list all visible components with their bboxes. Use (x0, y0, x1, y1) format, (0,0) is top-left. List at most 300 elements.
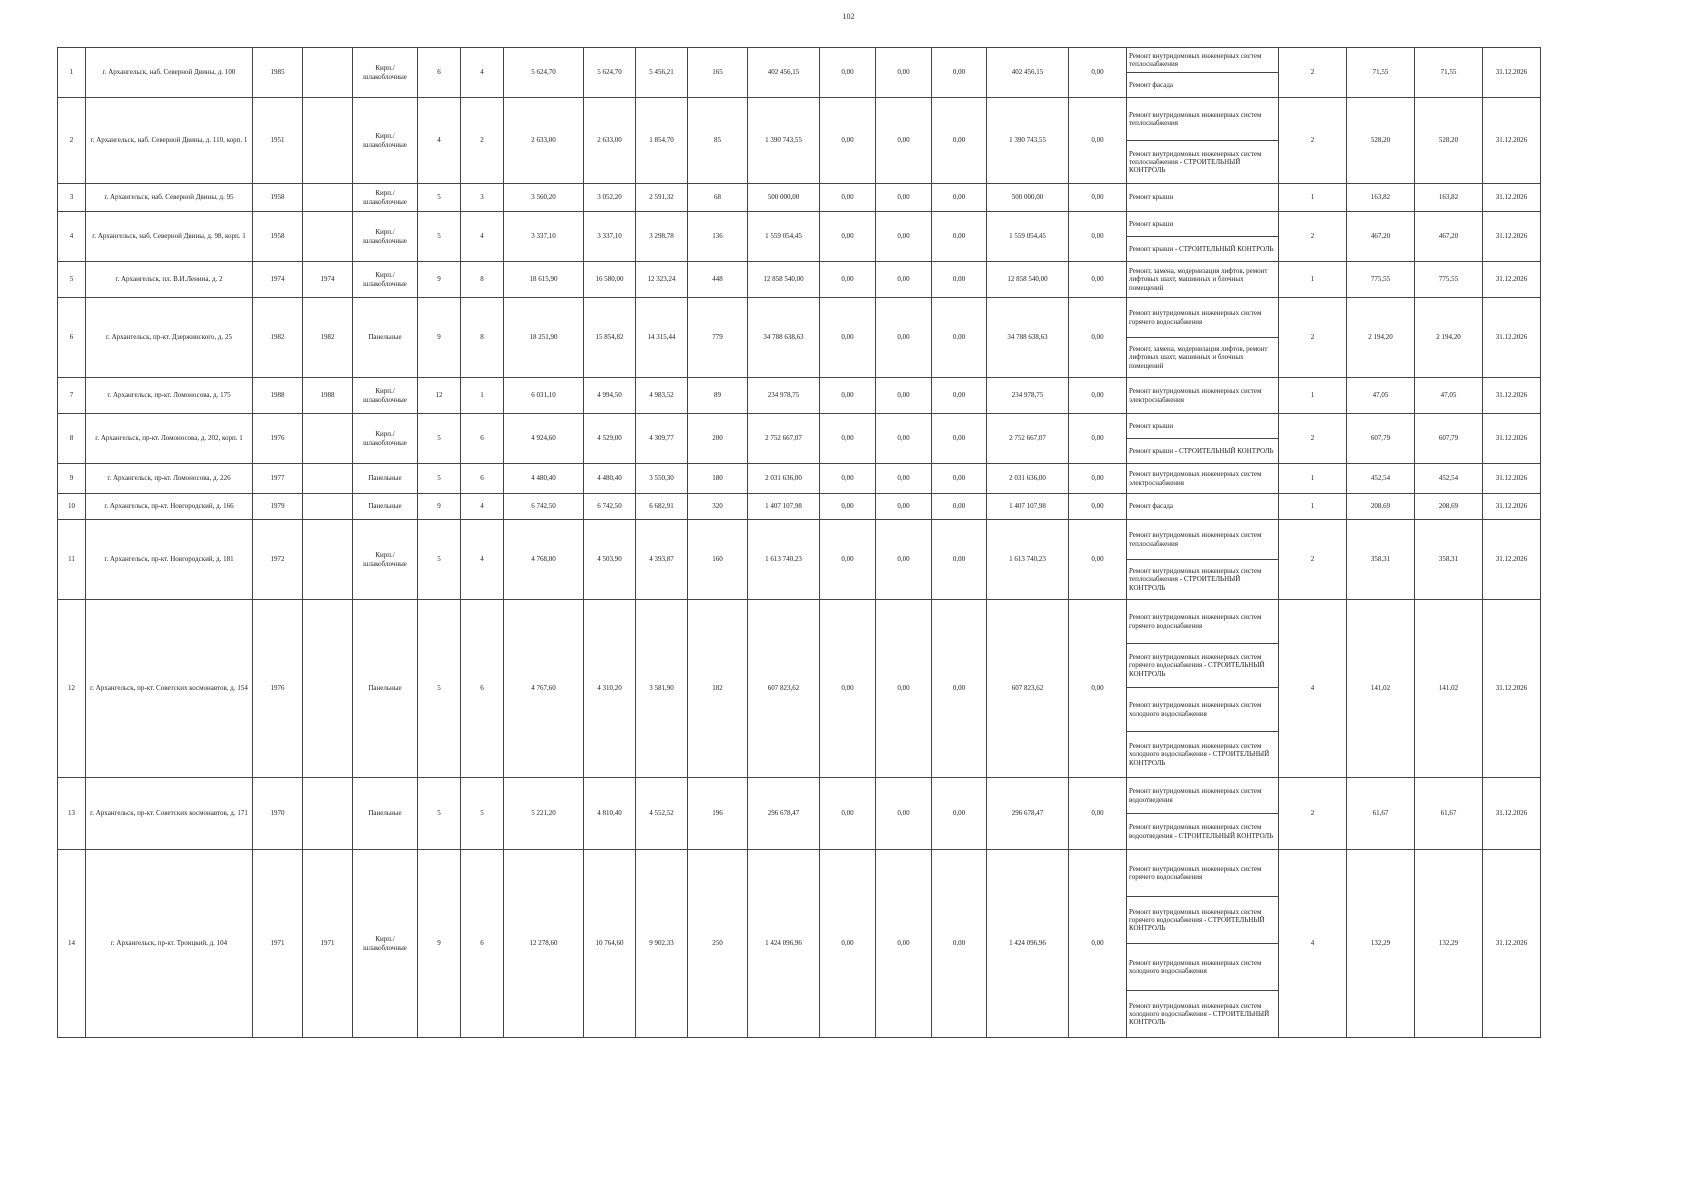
residential-area-cell: 3 550,30 (636, 464, 688, 494)
total-cost-cell: 2 031 636,00 (748, 464, 820, 494)
owners-funds-cell: 234 978,75 (987, 378, 1069, 414)
work-type-cell: Ремонт внутридомовых инженерных систем холодного водоснабжения (1127, 688, 1279, 732)
residents-cell: 85 (688, 98, 748, 184)
work-type-cell: Ремонт внутридомовых инженерных систем водоотведения (1127, 778, 1279, 814)
works-count-cell: 2 (1279, 778, 1347, 850)
budget-cell: 0,00 (876, 600, 932, 778)
residents-cell: 250 (688, 850, 748, 1038)
entrances-cell: 8 (461, 262, 504, 298)
deadline-cell: 31.12.2026 (1483, 600, 1541, 778)
year-reconstruction-cell (303, 520, 353, 600)
residents-cell: 448 (688, 262, 748, 298)
unit-cost-limit-cell: 2 194,20 (1415, 298, 1483, 378)
wall-material-cell: Кирп./ шлакоблочные (353, 212, 418, 262)
total-area-cell: 6 031,10 (504, 378, 584, 414)
residential-area-cell: 1 854,70 (636, 98, 688, 184)
row-number: 11 (58, 520, 86, 600)
year-reconstruction-cell (303, 98, 353, 184)
total-area-cell: 6 742,50 (504, 494, 584, 520)
wall-material-cell: Кирп./ шлакоблочные (353, 850, 418, 1038)
deadline-cell: 31.12.2026 (1483, 850, 1541, 1038)
work-type-cell: Ремонт внутридомовых инженерных систем теплоснабжения (1127, 520, 1279, 560)
work-type-cell: Ремонт внутридомовых инженерных систем холодного водоснабжения - СТРОИТЕЛЬНЫЙ КОНТРОЛЬ (1127, 732, 1279, 778)
work-type-cell: Ремонт внутридомовых инженерных систем горячего водоснабжения - СТРОИТЕЛЬНЫЙ КОНТРОЛЬ (1127, 644, 1279, 688)
floors-cell: 4 (418, 98, 461, 184)
entrances-cell: 2 (461, 98, 504, 184)
wall-material-cell: Кирп./ шлакоблочные (353, 520, 418, 600)
floors-cell: 9 (418, 298, 461, 378)
year-built-cell: 1985 (253, 48, 303, 98)
total-cost-cell: 1 390 743,55 (748, 98, 820, 184)
residential-area-cell: 4 309,77 (636, 414, 688, 464)
residents-cell: 200 (688, 414, 748, 464)
residential-area-cell: 14 315,44 (636, 298, 688, 378)
residential-area-cell: 3 298,78 (636, 212, 688, 262)
deadline-cell: 31.12.2026 (1483, 378, 1541, 414)
local-budget-cell: 0,00 (932, 212, 987, 262)
row-number: 8 (58, 414, 86, 464)
row-number: 13 (58, 778, 86, 850)
local-budget-cell: 0,00 (932, 520, 987, 600)
residents-cell: 68 (688, 184, 748, 212)
work-type-cell: Ремонт внутридомовых инженерных систем водоотведения - СТРОИТЕЛЬНЫЙ КОНТРОЛЬ (1127, 814, 1279, 850)
owners-funds-cell: 2 031 636,00 (987, 464, 1069, 494)
row-number: 6 (58, 298, 86, 378)
fund-cell: 0,00 (820, 98, 876, 184)
total-cost-cell: 402 456,15 (748, 48, 820, 98)
total-area-cell: 5 624,70 (504, 48, 584, 98)
unit-cost-cell: 607,79 (1347, 414, 1415, 464)
row-number: 2 (58, 98, 86, 184)
fund-cell: 0,00 (820, 520, 876, 600)
floors-cell: 6 (418, 48, 461, 98)
row-number: 14 (58, 850, 86, 1038)
work-type-cell: Ремонт, замена, модернизация лифтов, ремонт лифтовых шахт, машинных и блочных помещений (1127, 338, 1279, 378)
year-built-cell: 1976 (253, 600, 303, 778)
address-cell: г. Архангельск, пр-кт. Советских космонавтов, д. 171 (86, 778, 253, 850)
table-row (58, 378, 1541, 414)
living-area-cell: 10 764,60 (584, 850, 636, 1038)
residents-cell: 89 (688, 378, 748, 414)
entrances-cell: 3 (461, 184, 504, 212)
deadline-cell: 31.12.2026 (1483, 464, 1541, 494)
living-area-cell: 4 994,50 (584, 378, 636, 414)
local-budget-cell: 0,00 (932, 494, 987, 520)
local-budget-cell: 0,00 (932, 464, 987, 494)
other-funds-cell: 0,00 (1069, 48, 1127, 98)
wall-material-cell: Панельные (353, 298, 418, 378)
other-funds-cell: 0,00 (1069, 298, 1127, 378)
works-count-cell: 2 (1279, 520, 1347, 600)
works-count-cell: 4 (1279, 850, 1347, 1038)
total-cost-cell: 34 788 638,63 (748, 298, 820, 378)
year-built-cell: 1982 (253, 298, 303, 378)
other-funds-cell: 0,00 (1069, 520, 1127, 600)
work-type-cell: Ремонт крыши (1127, 414, 1279, 439)
residential-area-cell: 4 393,87 (636, 520, 688, 600)
wall-material-cell: Панельные (353, 600, 418, 778)
total-cost-cell: 1 559 054,45 (748, 212, 820, 262)
deadline-cell: 31.12.2026 (1483, 298, 1541, 378)
address-cell: г. Архангельск, пр-кт. Дзержинского, д. 25 (86, 298, 253, 378)
fund-cell: 0,00 (820, 778, 876, 850)
residential-area-cell: 4 983,52 (636, 378, 688, 414)
living-area-cell: 4 310,20 (584, 600, 636, 778)
address-cell: г. Архангельск, пр-кт. Ломоносова, д. 175 (86, 378, 253, 414)
total-cost-cell: 500 000,00 (748, 184, 820, 212)
work-type-cell: Ремонт внутридомовых инженерных систем теплоснабжения (1127, 48, 1279, 73)
year-built-cell: 1972 (253, 520, 303, 600)
works-count-cell: 1 (1279, 378, 1347, 414)
capital-repair-table (57, 47, 1541, 1038)
other-funds-cell: 0,00 (1069, 212, 1127, 262)
works-count-cell: 4 (1279, 600, 1347, 778)
year-built-cell: 1976 (253, 414, 303, 464)
deadline-cell: 31.12.2026 (1483, 414, 1541, 464)
owners-funds-cell: 1 424 096,96 (987, 850, 1069, 1038)
page-number: 102 (842, 12, 855, 21)
residential-area-cell: 3 581,90 (636, 600, 688, 778)
deadline-cell: 31.12.2026 (1483, 262, 1541, 298)
unit-cost-limit-cell: 71,55 (1415, 48, 1483, 98)
table-row (58, 212, 1541, 237)
entrances-cell: 6 (461, 464, 504, 494)
owners-funds-cell: 500 000,00 (987, 184, 1069, 212)
year-reconstruction-cell (303, 494, 353, 520)
table-row (58, 414, 1541, 439)
row-number: 9 (58, 464, 86, 494)
year-reconstruction-cell (303, 600, 353, 778)
total-area-cell: 18 615,90 (504, 262, 584, 298)
floors-cell: 12 (418, 378, 461, 414)
entrances-cell: 6 (461, 600, 504, 778)
local-budget-cell: 0,00 (932, 98, 987, 184)
table-row (58, 184, 1541, 212)
other-funds-cell: 0,00 (1069, 414, 1127, 464)
budget-cell: 0,00 (876, 414, 932, 464)
unit-cost-cell: 141,02 (1347, 600, 1415, 778)
wall-material-cell: Кирп./ шлакоблочные (353, 98, 418, 184)
entrances-cell: 4 (461, 48, 504, 98)
unit-cost-cell: 71,55 (1347, 48, 1415, 98)
unit-cost-limit-cell: 61,67 (1415, 778, 1483, 850)
deadline-cell: 31.12.2026 (1483, 48, 1541, 98)
budget-cell: 0,00 (876, 464, 932, 494)
work-type-cell: Ремонт крыши - СТРОИТЕЛЬНЫЙ КОНТРОЛЬ (1127, 237, 1279, 262)
row-number: 3 (58, 184, 86, 212)
address-cell: г. Архангельск, наб. Северной Двины, д. 98, корп. 1 (86, 212, 253, 262)
floors-cell: 5 (418, 600, 461, 778)
fund-cell: 0,00 (820, 298, 876, 378)
floors-cell: 5 (418, 414, 461, 464)
other-funds-cell: 0,00 (1069, 98, 1127, 184)
total-cost-cell: 1 424 096,96 (748, 850, 820, 1038)
total-cost-cell: 607 823,62 (748, 600, 820, 778)
other-funds-cell: 0,00 (1069, 262, 1127, 298)
unit-cost-limit-cell: 47,05 (1415, 378, 1483, 414)
table-row (58, 298, 1541, 338)
residential-area-cell: 4 552,52 (636, 778, 688, 850)
living-area-cell: 4 810,40 (584, 778, 636, 850)
total-cost-cell: 2 752 667,07 (748, 414, 820, 464)
row-number: 7 (58, 378, 86, 414)
total-cost-cell: 1 613 740,23 (748, 520, 820, 600)
unit-cost-cell: 47,05 (1347, 378, 1415, 414)
address-cell: г. Архангельск, пр-кт. Новгородский, д. 181 (86, 520, 253, 600)
floors-cell: 5 (418, 464, 461, 494)
fund-cell: 0,00 (820, 464, 876, 494)
row-number: 12 (58, 600, 86, 778)
table-row (58, 778, 1541, 814)
work-type-cell: Ремонт внутридомовых инженерных систем теплоснабжения - СТРОИТЕЛЬНЫЙ КОНТРОЛЬ (1127, 141, 1279, 184)
owners-funds-cell: 1 613 740,23 (987, 520, 1069, 600)
total-area-cell: 3 337,10 (504, 212, 584, 262)
deadline-cell: 31.12.2026 (1483, 98, 1541, 184)
fund-cell: 0,00 (820, 850, 876, 1038)
residential-area-cell: 2 591,32 (636, 184, 688, 212)
fund-cell: 0,00 (820, 378, 876, 414)
budget-cell: 0,00 (876, 778, 932, 850)
other-funds-cell: 0,00 (1069, 378, 1127, 414)
total-cost-cell: 234 978,75 (748, 378, 820, 414)
other-funds-cell: 0,00 (1069, 184, 1127, 212)
residents-cell: 160 (688, 520, 748, 600)
local-budget-cell: 0,00 (932, 378, 987, 414)
unit-cost-limit-cell: 607,79 (1415, 414, 1483, 464)
entrances-cell: 8 (461, 298, 504, 378)
year-reconstruction-cell: 1974 (303, 262, 353, 298)
owners-funds-cell: 1 559 054,45 (987, 212, 1069, 262)
wall-material-cell: Панельные (353, 778, 418, 850)
owners-funds-cell: 296 678,47 (987, 778, 1069, 850)
living-area-cell: 5 624,70 (584, 48, 636, 98)
total-cost-cell: 296 678,47 (748, 778, 820, 850)
work-type-cell: Ремонт внутридомовых инженерных систем горячего водоснабжения - СТРОИТЕЛЬНЫЙ КОНТРОЛЬ (1127, 897, 1279, 944)
address-cell: г. Архангельск, пр-кт. Ломоносова, д. 226 (86, 464, 253, 494)
row-number: 5 (58, 262, 86, 298)
local-budget-cell: 0,00 (932, 184, 987, 212)
residents-cell: 779 (688, 298, 748, 378)
works-count-cell: 2 (1279, 414, 1347, 464)
local-budget-cell: 0,00 (932, 298, 987, 378)
total-area-cell: 12 278,60 (504, 850, 584, 1038)
fund-cell: 0,00 (820, 262, 876, 298)
unit-cost-cell: 452,54 (1347, 464, 1415, 494)
work-type-cell: Ремонт внутридомовых инженерных систем электроснабжения (1127, 378, 1279, 414)
owners-funds-cell: 1 407 107,98 (987, 494, 1069, 520)
work-type-cell: Ремонт, замена, модернизация лифтов, ремонт лифтовых шахт, машинных и блочных помещений (1127, 262, 1279, 298)
owners-funds-cell: 607 823,62 (987, 600, 1069, 778)
work-type-cell: Ремонт внутридомовых инженерных систем горячего водоснабжения (1127, 298, 1279, 338)
floors-cell: 9 (418, 850, 461, 1038)
residents-cell: 136 (688, 212, 748, 262)
living-area-cell: 6 742,50 (584, 494, 636, 520)
living-area-cell: 4 480,40 (584, 464, 636, 494)
entrances-cell: 6 (461, 414, 504, 464)
year-built-cell: 1979 (253, 494, 303, 520)
unit-cost-limit-cell: 208,69 (1415, 494, 1483, 520)
wall-material-cell: Кирп./ шлакоблочные (353, 184, 418, 212)
unit-cost-limit-cell: 775,55 (1415, 262, 1483, 298)
unit-cost-cell: 775,55 (1347, 262, 1415, 298)
work-type-cell: Ремонт внутридомовых инженерных систем холодного водоснабжения - СТРОИТЕЛЬНЫЙ КОНТРОЛЬ (1127, 991, 1279, 1038)
address-cell: г. Архангельск, наб. Северной Двины, д. 95 (86, 184, 253, 212)
address-cell: г. Архангельск, наб. Северной Двины, д. 100 (86, 48, 253, 98)
unit-cost-limit-cell: 528,20 (1415, 98, 1483, 184)
local-budget-cell: 0,00 (932, 778, 987, 850)
work-type-cell: Ремонт внутридомовых инженерных систем теплоснабжения - СТРОИТЕЛЬНЫЙ КОНТРОЛЬ (1127, 560, 1279, 600)
table-row (58, 520, 1541, 560)
budget-cell: 0,00 (876, 850, 932, 1038)
unit-cost-limit-cell: 163,82 (1415, 184, 1483, 212)
owners-funds-cell: 402 456,15 (987, 48, 1069, 98)
year-built-cell: 1971 (253, 850, 303, 1038)
unit-cost-limit-cell: 452,54 (1415, 464, 1483, 494)
budget-cell: 0,00 (876, 48, 932, 98)
owners-funds-cell: 12 858 540,00 (987, 262, 1069, 298)
local-budget-cell: 0,00 (932, 600, 987, 778)
table-row (58, 464, 1541, 494)
other-funds-cell: 0,00 (1069, 494, 1127, 520)
table-row (58, 494, 1541, 520)
fund-cell: 0,00 (820, 184, 876, 212)
wall-material-cell: Кирп./ шлакоблочные (353, 48, 418, 98)
year-reconstruction-cell (303, 464, 353, 494)
floors-cell: 9 (418, 262, 461, 298)
wall-material-cell: Кирп./ шлакоблочные (353, 378, 418, 414)
wall-material-cell: Панельные (353, 494, 418, 520)
deadline-cell: 31.12.2026 (1483, 184, 1541, 212)
local-budget-cell: 0,00 (932, 48, 987, 98)
work-type-cell: Ремонт внутридомовых инженерных систем теплоснабжения (1127, 98, 1279, 141)
unit-cost-cell: 467,20 (1347, 212, 1415, 262)
year-built-cell: 1988 (253, 378, 303, 414)
table-row (58, 850, 1541, 897)
year-reconstruction-cell (303, 778, 353, 850)
budget-cell: 0,00 (876, 378, 932, 414)
unit-cost-cell: 132,29 (1347, 850, 1415, 1038)
total-area-cell: 2 633,00 (504, 98, 584, 184)
unit-cost-cell: 2 194,20 (1347, 298, 1415, 378)
fund-cell: 0,00 (820, 212, 876, 262)
budget-cell: 0,00 (876, 98, 932, 184)
residential-area-cell: 6 682,91 (636, 494, 688, 520)
year-built-cell: 1951 (253, 98, 303, 184)
budget-cell: 0,00 (876, 298, 932, 378)
living-area-cell: 4 529,00 (584, 414, 636, 464)
wall-material-cell: Панельные (353, 464, 418, 494)
unit-cost-limit-cell: 141,02 (1415, 600, 1483, 778)
budget-cell: 0,00 (876, 184, 932, 212)
works-count-cell: 1 (1279, 184, 1347, 212)
local-budget-cell: 0,00 (932, 414, 987, 464)
address-cell: г. Архангельск, пр-кт. Новгородский, д. 166 (86, 494, 253, 520)
address-cell: г. Архангельск, пл. В.И.Ленина, д. 2 (86, 262, 253, 298)
unit-cost-limit-cell: 358,31 (1415, 520, 1483, 600)
budget-cell: 0,00 (876, 494, 932, 520)
year-reconstruction-cell: 1982 (303, 298, 353, 378)
works-count-cell: 2 (1279, 212, 1347, 262)
living-area-cell: 16 580,00 (584, 262, 636, 298)
unit-cost-limit-cell: 467,20 (1415, 212, 1483, 262)
owners-funds-cell: 1 390 743,55 (987, 98, 1069, 184)
total-area-cell: 18 251,90 (504, 298, 584, 378)
unit-cost-limit-cell: 132,29 (1415, 850, 1483, 1038)
fund-cell: 0,00 (820, 48, 876, 98)
fund-cell: 0,00 (820, 414, 876, 464)
floors-cell: 5 (418, 778, 461, 850)
other-funds-cell: 0,00 (1069, 850, 1127, 1038)
unit-cost-cell: 208,69 (1347, 494, 1415, 520)
unit-cost-cell: 358,31 (1347, 520, 1415, 600)
work-type-cell: Ремонт фасада (1127, 73, 1279, 98)
other-funds-cell: 0,00 (1069, 778, 1127, 850)
deadline-cell: 31.12.2026 (1483, 212, 1541, 262)
residential-area-cell: 5 456,21 (636, 48, 688, 98)
table-row (58, 262, 1541, 298)
residential-area-cell: 9 902,33 (636, 850, 688, 1038)
wall-material-cell: Кирп./ шлакоблочные (353, 414, 418, 464)
table-row (58, 600, 1541, 644)
row-number: 1 (58, 48, 86, 98)
owners-funds-cell: 34 788 638,63 (987, 298, 1069, 378)
work-type-cell: Ремонт крыши (1127, 212, 1279, 237)
total-area-cell: 5 221,20 (504, 778, 584, 850)
budget-cell: 0,00 (876, 212, 932, 262)
floors-cell: 9 (418, 494, 461, 520)
year-built-cell: 1958 (253, 212, 303, 262)
residents-cell: 182 (688, 600, 748, 778)
total-area-cell: 4 768,00 (504, 520, 584, 600)
deadline-cell: 31.12.2026 (1483, 520, 1541, 600)
local-budget-cell: 0,00 (932, 850, 987, 1038)
entrances-cell: 4 (461, 212, 504, 262)
entrances-cell: 1 (461, 378, 504, 414)
row-number: 4 (58, 212, 86, 262)
address-cell: г. Архангельск, пр-кт. Ломоносова, д. 202, корп. 1 (86, 414, 253, 464)
table-body (58, 48, 1541, 1038)
address-cell: г. Архангельск, пр-кт. Троицкий, д. 104 (86, 850, 253, 1038)
other-funds-cell: 0,00 (1069, 464, 1127, 494)
living-area-cell: 2 633,00 (584, 98, 636, 184)
year-reconstruction-cell: 1971 (303, 850, 353, 1038)
year-built-cell: 1977 (253, 464, 303, 494)
work-type-cell: Ремонт внутридомовых инженерных систем холодного водоснабжения (1127, 944, 1279, 991)
total-area-cell: 4 767,60 (504, 600, 584, 778)
budget-cell: 0,00 (876, 520, 932, 600)
living-area-cell: 4 503,90 (584, 520, 636, 600)
year-reconstruction-cell (303, 212, 353, 262)
fund-cell: 0,00 (820, 600, 876, 778)
living-area-cell: 3 337,10 (584, 212, 636, 262)
living-area-cell: 15 854,82 (584, 298, 636, 378)
unit-cost-cell: 61,67 (1347, 778, 1415, 850)
local-budget-cell: 0,00 (932, 262, 987, 298)
works-count-cell: 2 (1279, 48, 1347, 98)
works-count-cell: 1 (1279, 494, 1347, 520)
residents-cell: 180 (688, 464, 748, 494)
total-cost-cell: 1 407 107,98 (748, 494, 820, 520)
floors-cell: 5 (418, 520, 461, 600)
year-reconstruction-cell (303, 48, 353, 98)
table-row (58, 48, 1541, 73)
works-count-cell: 1 (1279, 262, 1347, 298)
wall-material-cell: Кирп./ шлакоблочные (353, 262, 418, 298)
row-number: 10 (58, 494, 86, 520)
total-area-cell: 4 480,40 (504, 464, 584, 494)
fund-cell: 0,00 (820, 494, 876, 520)
work-type-cell: Ремонт внутридомовых инженерных систем электроснабжения (1127, 464, 1279, 494)
